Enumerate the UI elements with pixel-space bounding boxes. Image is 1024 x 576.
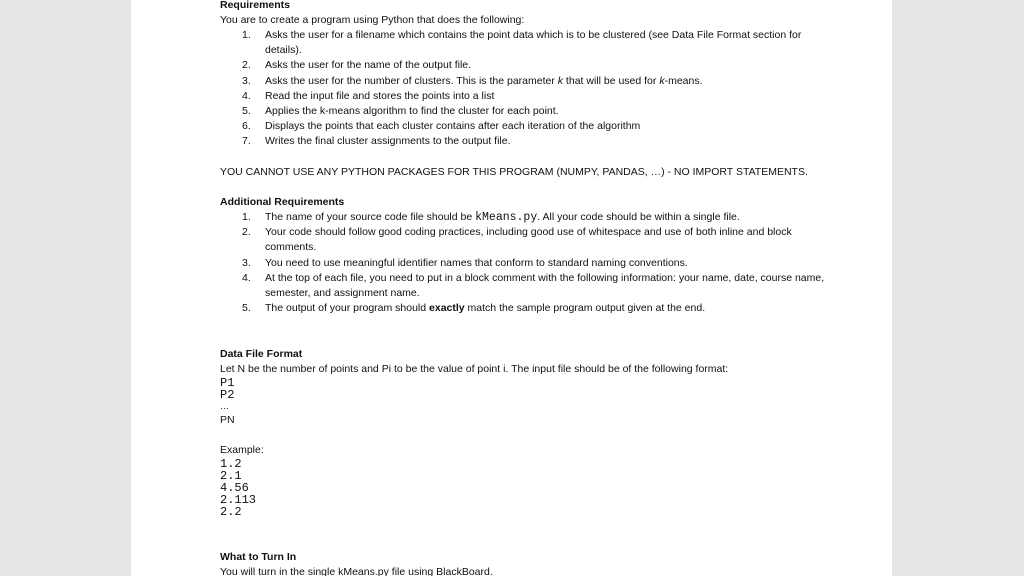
turn-in-heading: What to Turn In (220, 551, 297, 563)
format-p1: P1 (220, 376, 235, 390)
data-file-format-intro: Let N be the number of points and Pi to be the value of point i. The input file should be of the following format: (220, 363, 729, 375)
format-ellipsis: … (220, 401, 229, 411)
requirement-item-3: 3. Asks the user for the number of clusters. This is the parameter k that will be used for k-means. (242, 74, 703, 87)
example-value: 2.1 (220, 469, 242, 483)
no-import-warning: YOU CANNOT USE ANY PYTHON PACKAGES FOR THIS PROGRAM (NUMPY, PANDAS, …) - NO IMPORT STATEMENTS. (220, 166, 808, 178)
example-value: 2.2 (220, 505, 242, 519)
requirement-item-5: 5. Applies the k-means algorithm to find the cluster for each point. (242, 105, 559, 118)
example-value: 4.56 (220, 481, 249, 495)
requirements-heading: Requirements (220, 0, 291, 11)
document-page (131, 0, 892, 576)
additional-requirements-list (220, 210, 840, 316)
example-value: 2.113 (220, 493, 257, 507)
additional-item-4: 4. At the top of each file, you need to put in a block comment with the following information: your name, date, course name, semester, and assignment name. (242, 271, 825, 300)
requirement-item-7: 7. Writes the final cluster assignments to the output file. (242, 135, 511, 148)
example-label: Example: (220, 444, 264, 456)
filename-code: kMeans.py (475, 211, 538, 224)
turn-in-text: You will turn in the single kMeans.py file using BlackBoard. (220, 566, 493, 576)
additional-item-3: 3. You need to use meaningful identifier names that conform to standard naming conventions. (242, 256, 688, 269)
example-value: 1.2 (220, 457, 242, 471)
data-file-format-heading: Data File Format (220, 348, 303, 360)
requirement-item-2: 2. Asks the user for the name of the output file. (242, 59, 472, 72)
requirements-list (220, 28, 840, 150)
additional-item-5: 5. The output of your program should exactly match the sample program output given at the end. (242, 302, 706, 315)
requirement-item-4: 4. Read the input file and stores the points into a list (242, 89, 495, 102)
additional-item-2: 2. Your code should follow good coding practices, including good use of whitespace and use of both inline and block comments. (242, 226, 792, 254)
additional-requirements-heading: Additional Requirements (220, 196, 345, 208)
requirements-intro: You are to create a program using Python that does the following: (220, 14, 525, 26)
format-p2: P2 (220, 388, 235, 402)
format-pn: PN (220, 414, 235, 426)
additional-item-1: 1. The name of your source code file should be kMeans.py. All your code should be within a single file. (242, 211, 740, 224)
requirement-item-1: 1. Asks the user for a filename which contains the point data which is to be clustered (see Data File Format section for details). (242, 29, 802, 57)
requirement-item-6: 6. Displays the points that each cluster contains after each iteration of the algorithm (242, 120, 641, 133)
